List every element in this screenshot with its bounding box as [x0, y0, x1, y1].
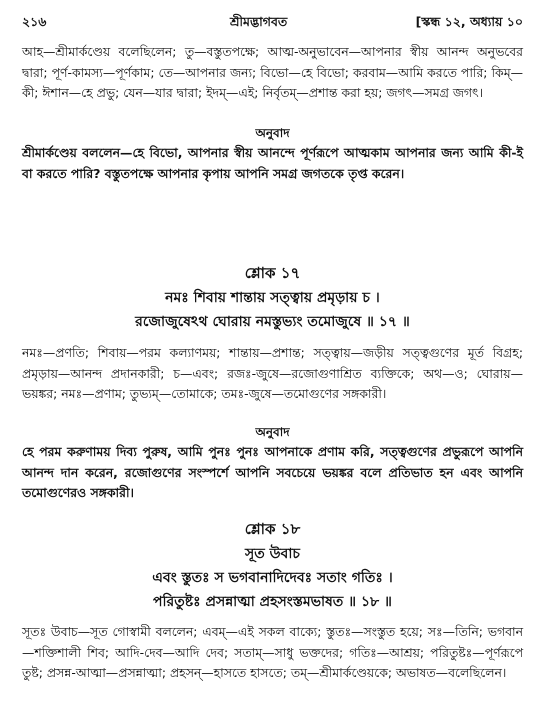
translation-text: হে পরম করুণাময় দিব্য পুরুষ, আমি পুনঃ পুনঃ আপনাকে প্রণাম করি, সত্ত্বগুণের প্রভুরূপে আপনি আনন্দ দান করেন, রজোগুণের সংস্পর্শে আপনি সবচেয়ে ভয়ঙ্কর বলে প্রতিভাত হন এবং আপনি তমোগুণেরও সঙ্গকারী। — [22, 444, 523, 500]
translation-text: শ্রীমার্কণ্ডেয় বললেন—হে বিভো, আপনার স্বীয় আনন্দে পূর্ণরূপে আত্মকাম আপনার জন্য আমি কী-ই বা করতে পারি? বস্তুতপক্ষে আপনার কৃপায় আপনি সমগ্র জগতকে তৃপ্ত করেন। — [22, 145, 523, 181]
verse-line: নমঃ শিবায় শান্তায় সত্ত্বায় প্রমৃড়ায় চ । — [165, 290, 380, 306]
synonyms-block-17 — [22, 343, 523, 405]
translation-block-16 — [22, 143, 523, 184]
synonyms-block-18 — [22, 622, 523, 684]
translation-heading-17 — [22, 424, 523, 444]
synonyms-text: আহ—শ্রীমার্কণ্ডেয় বলেছিলেন; তু—বস্তুতপক্ষে; আত্ম-অনুভাবেন—আপনার স্বীয় আনন্দ অনুভবের দ্বারা; পূর্ণ-কামস্য—পূর্ণকাম; তে—আপনার জন্য; বিভো—হে বিভো; করবাম—আমি করতে পারি; কিম্—কী; ঈশান—হে প্রভু; যেন—যার দ্বারা; ইদম্—এই; নির্বৃতম্—প্রশান্ত করা হয়; জগৎ—সমগ্র জগৎ। — [22, 44, 523, 100]
translation-label: অনুবাদ — [255, 425, 290, 439]
verse-18-speaker — [22, 543, 523, 565]
verse-title: শ্লোক ১৭ — [244, 264, 301, 282]
verse-17-heading — [22, 262, 523, 288]
synonyms-text: সূতঃ উবাচ—সূত গোস্বামী বললেন; এবম্—এই সকল বাক্যে; স্তুতঃ—সংস্তুত হয়ে; সঃ—তিনি; ভগবান—শক্তিশালী শিব; আদি-দেব—আদি দেব; সতাম্—সাধু ভক্তদের; গতিঃ—আশ্রয়; পরিতুষ্টঃ—পূর্ণরূপে তুষ্ট; প্রসন্ন-আত্মা—প্রসন্নাত্মা; প্রহসন্—হাসতে হাসতে; তম্—শ্রীমার্কণ্ডেয়কে; অভাষত—বলেছিলেন। — [22, 624, 523, 680]
speaker-line: সূত উবাচ — [245, 546, 300, 562]
chapter-location: [স্কন্ধ ১২, অধ্যায় ১০ — [415, 14, 523, 29]
verse-17-sanskrit — [22, 287, 523, 337]
synonyms-block-16 — [22, 42, 523, 104]
verse-18-sanskrit — [22, 567, 523, 617]
verse-title: শ্লোক ১৮ — [244, 520, 301, 538]
verse-line: রজোজুষেঽথ ঘোরায় নমস্তুভ্যং তমোজুষে ॥ ১৭ ॥ — [135, 314, 410, 330]
translation-block-17 — [22, 442, 523, 504]
translation-label: অনুবাদ — [255, 126, 290, 140]
book-title: শ্রীমদ্ভাগবত — [230, 14, 288, 29]
page-header — [22, 14, 523, 36]
verse-18-heading — [22, 518, 523, 544]
synonyms-text: নমঃ—প্রণতি; শিবায়—পরম কল্যাণময়; শান্তায়—প্রশান্ত; সত্ত্বায়—জড়ীয় সত্ত্বগুণের মূর্ত বিগ্রহ; প্রমৃড়ায়—আনন্দ প্রদানকারী; চ—এবং; রজঃ-জুষে—রজোগুণাশ্রিত ব্যক্তিকে; অথ—ও; ঘোরায়—ভয়ঙ্কর; নমঃ—প্রণাম; তুভ্যম্—তোমাকে; তমঃ-জুষে—তমোগুণের সঙ্গকারী। — [22, 345, 523, 401]
verse-line: পরিতুষ্টঃ প্রসন্নাত্মা প্রহসংস্তমভাষত ॥ ১৮ ॥ — [153, 594, 392, 610]
translation-heading-16 — [22, 125, 523, 145]
page-number: ২১৬ — [22, 14, 47, 29]
verse-line: এবং স্তুতঃ স ভগবানাদিদেবঃ সতাং গতিঃ । — [152, 570, 393, 586]
